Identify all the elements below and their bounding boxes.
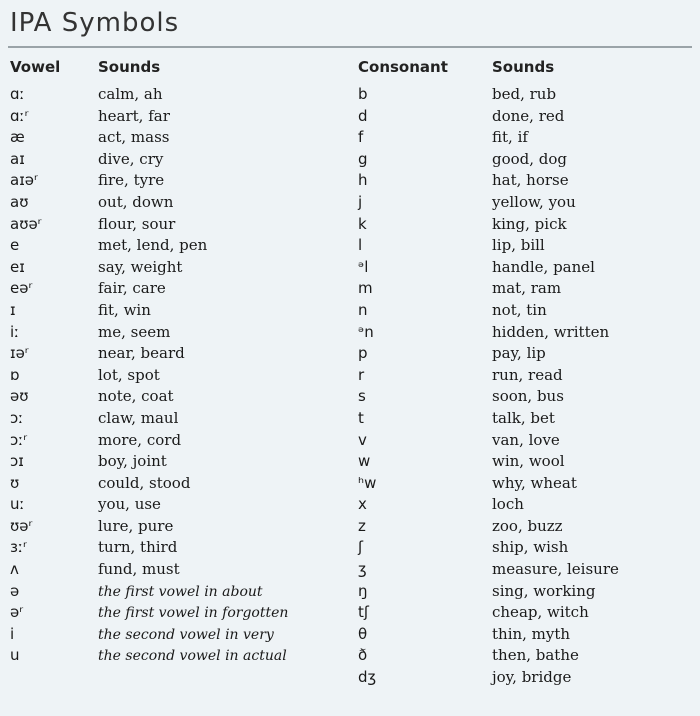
table-row bbox=[358, 408, 682, 430]
ipa-symbol: x bbox=[358, 495, 367, 514]
example-sounds: flour, sour bbox=[98, 214, 176, 233]
example-sounds: more, cord bbox=[98, 430, 182, 449]
ipa-symbol: ɜːʳ bbox=[10, 538, 27, 557]
ipa-symbol: g bbox=[358, 149, 368, 168]
table-row bbox=[358, 494, 682, 516]
table-row bbox=[358, 624, 682, 646]
example-sounds: dive, cry bbox=[98, 149, 164, 168]
table-row bbox=[10, 235, 338, 257]
table-row bbox=[358, 170, 682, 192]
ipa-symbol: æ bbox=[10, 128, 25, 147]
example-sounds: fair, care bbox=[98, 279, 166, 298]
table-row bbox=[358, 602, 682, 624]
table-row bbox=[358, 192, 682, 214]
ipa-symbol: ɔɪ bbox=[10, 452, 24, 471]
example-sounds: cheap, witch bbox=[492, 603, 589, 622]
ipa-symbol: aɪ bbox=[10, 149, 25, 168]
ipa-symbol: h bbox=[358, 171, 368, 190]
example-sounds: act, mass bbox=[98, 128, 170, 147]
example-sounds: handle, panel bbox=[492, 257, 595, 276]
table-row bbox=[358, 365, 682, 387]
table-row bbox=[358, 559, 682, 581]
example-sounds: say, weight bbox=[98, 257, 183, 276]
ipa-symbol: i bbox=[10, 624, 15, 643]
ipa-symbol: ɒ bbox=[10, 365, 20, 384]
example-sounds: talk, bet bbox=[492, 408, 555, 427]
example-sounds: the second vowel in very bbox=[98, 626, 274, 643]
table-row bbox=[10, 408, 338, 430]
ipa-symbol: ð bbox=[358, 646, 368, 665]
consonant-sounds-header: Sounds bbox=[492, 58, 555, 76]
example-sounds: mat, ram bbox=[492, 279, 562, 298]
example-sounds: the first vowel in about bbox=[98, 583, 263, 600]
table-row bbox=[358, 84, 682, 106]
example-sounds: hat, horse bbox=[492, 171, 569, 190]
ipa-symbol: ʌ bbox=[10, 560, 19, 579]
example-sounds: fund, must bbox=[98, 560, 180, 579]
table-row bbox=[10, 343, 338, 365]
ipa-symbol: m bbox=[358, 279, 373, 298]
ipa-symbol: dʒ bbox=[358, 668, 377, 687]
example-sounds: van, love bbox=[492, 430, 560, 449]
example-sounds: win, wool bbox=[492, 452, 565, 471]
example-sounds: good, dog bbox=[492, 149, 568, 168]
ipa-symbol: ə bbox=[10, 581, 20, 600]
table-row bbox=[358, 278, 682, 300]
ipa-symbol: ɔː bbox=[10, 408, 24, 427]
table-row bbox=[358, 127, 682, 149]
example-sounds: soon, bus bbox=[492, 387, 564, 406]
ipa-symbol: uː bbox=[10, 495, 25, 514]
example-sounds: boy, joint bbox=[98, 452, 167, 471]
example-sounds: king, pick bbox=[492, 214, 567, 233]
ipa-symbol: b bbox=[358, 85, 368, 103]
ipa-symbol: ɪəʳ bbox=[10, 344, 29, 363]
ipa-symbol: ɑː bbox=[10, 85, 25, 103]
example-sounds: the second vowel in actual bbox=[98, 648, 287, 665]
ipa-symbol: aʊ bbox=[10, 192, 29, 211]
example-sounds: loch bbox=[492, 495, 524, 514]
example-sounds: claw, maul bbox=[98, 408, 179, 427]
ipa-symbol: z bbox=[358, 516, 366, 535]
table-row bbox=[10, 386, 338, 408]
table-row bbox=[358, 473, 682, 495]
example-sounds: near, beard bbox=[98, 344, 185, 363]
example-sounds: you, use bbox=[98, 495, 161, 514]
table-row bbox=[10, 365, 338, 387]
example-sounds: lure, pure bbox=[98, 516, 174, 535]
ipa-symbol: ʒ bbox=[358, 560, 367, 579]
table-row bbox=[358, 386, 682, 408]
table-row bbox=[10, 602, 338, 624]
ipa-symbol: n bbox=[358, 300, 368, 319]
ipa-symbol: w bbox=[358, 452, 371, 471]
ipa-symbol: eɪ bbox=[10, 257, 25, 276]
example-sounds: measure, leisure bbox=[492, 560, 619, 579]
ipa-symbol: ʰw bbox=[358, 473, 377, 492]
ipa-symbol: p bbox=[358, 344, 368, 363]
table-row bbox=[358, 322, 682, 344]
ipa-symbol: əʊ bbox=[10, 387, 29, 406]
ipa-symbol: iː bbox=[10, 322, 20, 341]
table-row bbox=[10, 451, 338, 473]
example-sounds: ship, wish bbox=[492, 538, 569, 557]
table-row bbox=[358, 645, 682, 667]
ipa-symbol: v bbox=[358, 430, 367, 449]
example-sounds: hidden, written bbox=[492, 322, 610, 341]
table-row bbox=[10, 559, 338, 581]
table-row bbox=[10, 516, 338, 538]
table-row bbox=[10, 581, 338, 603]
table-row bbox=[10, 278, 338, 300]
example-sounds: bed, rub bbox=[492, 85, 557, 103]
example-sounds: sing, working bbox=[492, 581, 596, 600]
example-sounds: pay, lip bbox=[492, 344, 546, 363]
example-sounds: done, red bbox=[492, 106, 565, 125]
table-row bbox=[10, 106, 338, 128]
title-divider bbox=[8, 46, 692, 48]
table-row bbox=[10, 149, 338, 171]
table-row bbox=[10, 494, 338, 516]
example-sounds: lip, bill bbox=[492, 236, 545, 255]
table-row bbox=[10, 257, 338, 279]
table-row bbox=[10, 170, 338, 192]
ipa-symbol: əʳ bbox=[10, 603, 24, 622]
example-sounds: me, seem bbox=[98, 322, 171, 341]
table-row bbox=[358, 300, 682, 322]
table-row bbox=[10, 300, 338, 322]
ipa-symbol: f bbox=[358, 128, 364, 147]
example-sounds: yellow, you bbox=[492, 192, 576, 211]
table-row bbox=[10, 430, 338, 452]
example-sounds: lot, spot bbox=[98, 365, 160, 384]
table-row bbox=[358, 149, 682, 171]
ipa-symbol: e bbox=[10, 236, 20, 255]
table-row bbox=[358, 451, 682, 473]
consonant-table bbox=[358, 84, 682, 689]
vowel-sounds-header: Sounds bbox=[98, 58, 161, 76]
example-sounds: fit, win bbox=[98, 300, 151, 319]
ipa-symbol: ɪ bbox=[10, 300, 16, 319]
table-row bbox=[10, 645, 338, 667]
table-row bbox=[358, 235, 682, 257]
table-row bbox=[358, 257, 682, 279]
example-sounds: joy, bridge bbox=[492, 668, 572, 687]
table-row bbox=[358, 581, 682, 603]
table-row bbox=[10, 192, 338, 214]
example-sounds: turn, third bbox=[98, 538, 178, 557]
example-sounds: fire, tyre bbox=[98, 171, 165, 190]
table-row bbox=[358, 343, 682, 365]
table-row bbox=[10, 473, 338, 495]
ipa-symbol: aʊəʳ bbox=[10, 214, 42, 233]
example-sounds: why, wheat bbox=[492, 473, 577, 492]
table-row bbox=[358, 106, 682, 128]
ipa-symbol: ŋ bbox=[358, 581, 368, 600]
ipa-symbol: tʃ bbox=[358, 603, 369, 622]
example-sounds: the first vowel in forgotten bbox=[98, 605, 289, 622]
table-row bbox=[358, 430, 682, 452]
ipa-symbol: r bbox=[358, 365, 365, 384]
ipa-symbol: ʊəʳ bbox=[10, 516, 33, 535]
example-sounds: zoo, buzz bbox=[492, 516, 563, 535]
ipa-symbol: t bbox=[358, 408, 364, 427]
ipa-symbol: θ bbox=[358, 624, 368, 643]
vowel-header: Vowel bbox=[10, 58, 61, 76]
table-row bbox=[10, 624, 338, 646]
table-row bbox=[10, 127, 338, 149]
example-sounds: heart, far bbox=[98, 106, 170, 125]
example-sounds: fit, if bbox=[492, 128, 528, 147]
page-title: IPA Symbols bbox=[10, 8, 180, 38]
table-row bbox=[10, 322, 338, 344]
table-row bbox=[10, 214, 338, 236]
table-row bbox=[10, 84, 338, 106]
ipa-symbol: ᵊl bbox=[358, 257, 369, 276]
example-sounds: calm, ah bbox=[98, 85, 163, 103]
ipa-symbol: ʃ bbox=[358, 538, 364, 557]
example-sounds: met, lend, pen bbox=[98, 236, 208, 255]
table-row bbox=[10, 537, 338, 559]
example-sounds: out, down bbox=[98, 192, 174, 211]
example-sounds: run, read bbox=[492, 365, 563, 384]
vowel-table bbox=[10, 84, 338, 667]
ipa-symbol: k bbox=[358, 214, 367, 233]
table-row bbox=[358, 516, 682, 538]
ipa-symbol: eəʳ bbox=[10, 279, 33, 298]
example-sounds: thin, myth bbox=[492, 624, 571, 643]
table-row bbox=[358, 214, 682, 236]
ipa-symbol: ʊ bbox=[10, 473, 20, 492]
table-row bbox=[358, 537, 682, 559]
ipa-symbol: ᵊn bbox=[358, 322, 374, 341]
table-row bbox=[358, 667, 682, 689]
example-sounds: could, stood bbox=[98, 473, 191, 492]
example-sounds: note, coat bbox=[98, 387, 174, 406]
example-sounds: not, tin bbox=[492, 300, 547, 319]
ipa-symbol: l bbox=[358, 236, 363, 255]
ipa-symbol: d bbox=[358, 106, 368, 125]
example-sounds: then, bathe bbox=[492, 646, 579, 665]
ipa-symbol: s bbox=[358, 387, 366, 406]
ipa-symbol: ɔːʳ bbox=[10, 430, 28, 449]
ipa-symbol: j bbox=[358, 192, 363, 211]
ipa-symbol: aɪəʳ bbox=[10, 171, 38, 190]
ipa-symbol: ɑːʳ bbox=[10, 106, 29, 125]
consonant-header: Consonant bbox=[358, 58, 448, 76]
ipa-symbol: u bbox=[10, 646, 20, 665]
